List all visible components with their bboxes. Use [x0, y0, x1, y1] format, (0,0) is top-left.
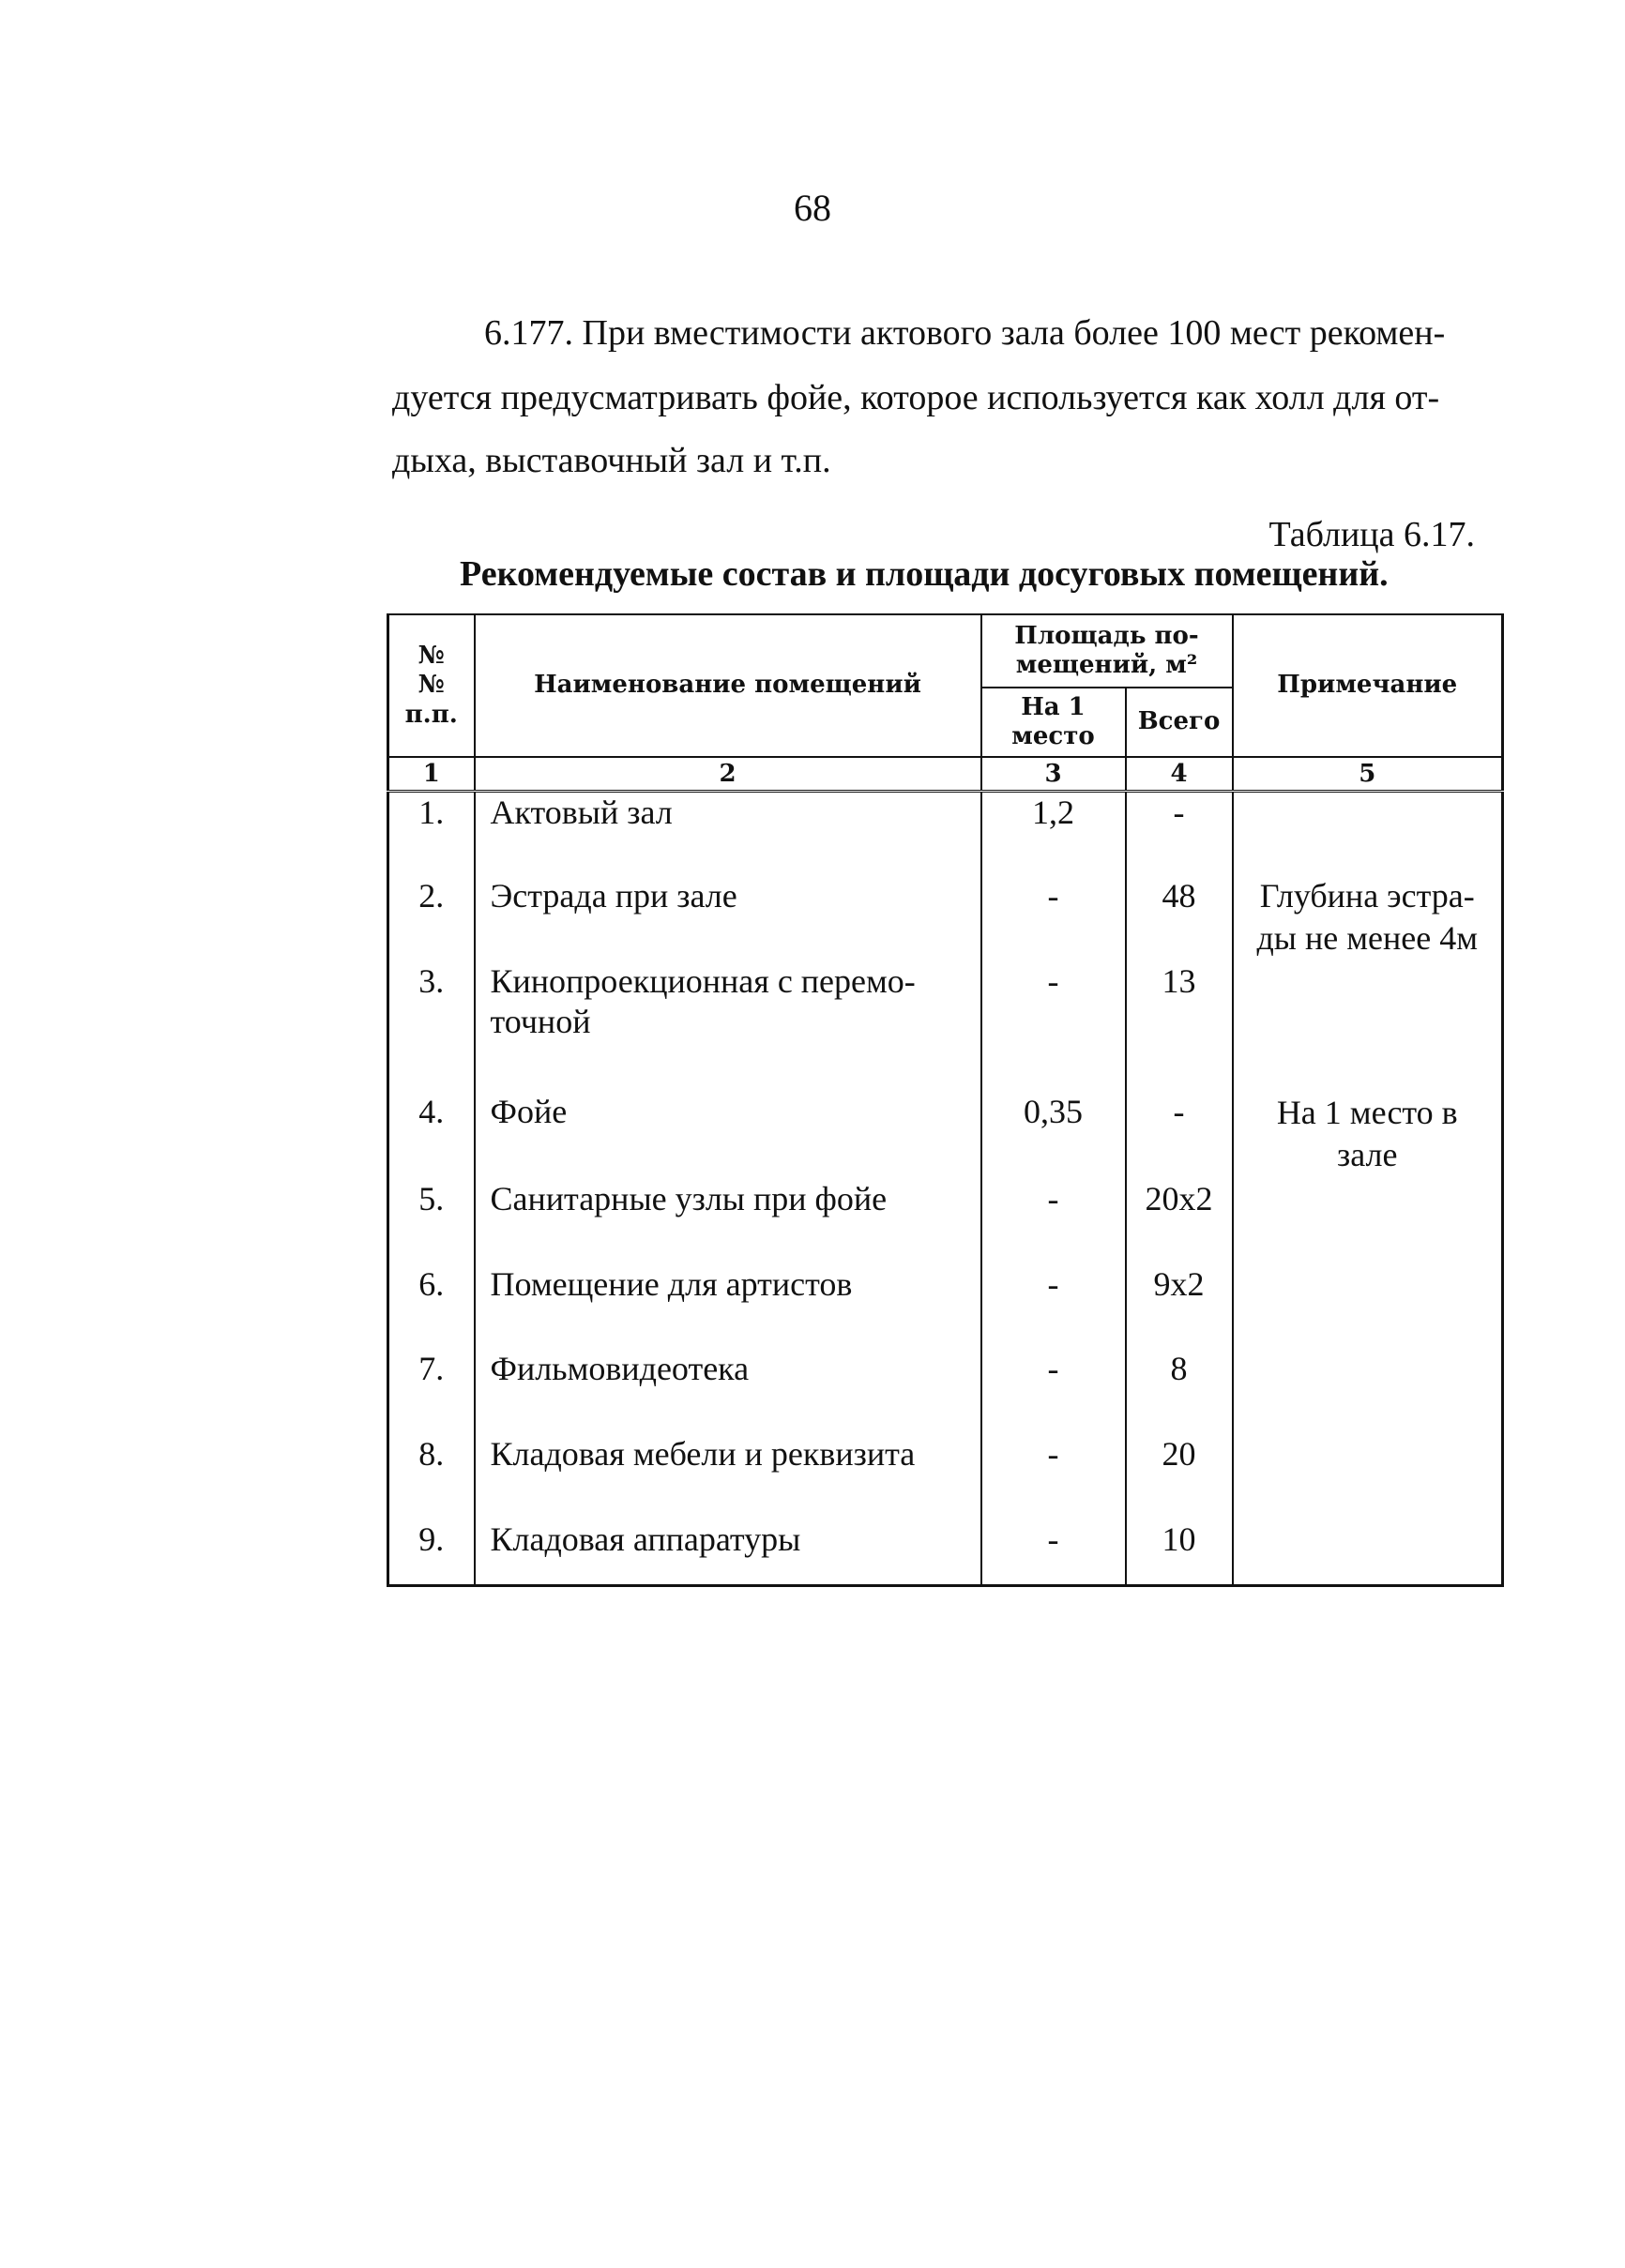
area-total: 8: [1126, 1349, 1233, 1434]
note-per-seat-hall: На 1 место в зале: [1276, 1093, 1458, 1173]
area-per-seat: -: [981, 961, 1126, 1091]
header-area: Площадь по- мещений, м²: [981, 614, 1233, 688]
header-total: Всего: [1126, 688, 1233, 757]
row-number: 6.: [388, 1264, 475, 1350]
note-stage-depth: Глубина эстра- ды не менее 4м: [1256, 877, 1478, 957]
room-name: Санитарные узлы при фойе: [475, 1179, 981, 1264]
area-per-seat: 1,2: [981, 792, 1126, 877]
row-number: 1.: [388, 792, 475, 877]
table-caption: Таблица 6.17.: [1268, 515, 1475, 554]
column-number-3: 3: [981, 757, 1126, 792]
paragraph-line-1: 6.177. При вместимости актового зала более 100 мест рекомен-: [484, 313, 1446, 353]
area-total: 48: [1126, 876, 1233, 961]
area-per-seat: -: [981, 1520, 1126, 1585]
paragraph-line-2: дуется предусматривать фойе, которое используется как холл для от-: [392, 378, 1440, 417]
area-total: 20: [1126, 1434, 1233, 1520]
area-total: 20х2: [1126, 1179, 1233, 1264]
area-per-seat: -: [981, 1434, 1126, 1520]
room-name: Актовый зал: [475, 792, 981, 877]
column-number-5: 5: [1233, 757, 1503, 792]
area-per-seat: -: [981, 1179, 1126, 1264]
header-room-name: Наименование помещений: [475, 614, 981, 757]
room-name: Фойе: [475, 1092, 981, 1179]
area-total: 10: [1126, 1520, 1233, 1585]
paragraph-line-3: дыха, выставочный зал и т.п.: [392, 441, 831, 480]
area-total: 13: [1126, 961, 1233, 1091]
area-total: -: [1126, 1092, 1233, 1179]
header-per-seat: На 1 место: [981, 688, 1126, 757]
column-number-2: 2: [475, 757, 981, 792]
room-name: Кладовая аппаратуры: [475, 1520, 981, 1585]
row-number: 8.: [388, 1434, 475, 1520]
row-number: 7.: [388, 1349, 475, 1434]
row-number: 2.: [388, 876, 475, 961]
table-row: [388, 1092, 1503, 1179]
table-title: Рекомендуемые состав и площади досуговых помещений.: [460, 554, 1389, 594]
note-cell: [1233, 792, 1503, 1092]
column-number-4: 4: [1126, 757, 1233, 792]
column-number-row: [388, 757, 1503, 792]
header-number: № № п.п.: [388, 614, 475, 757]
row-number: 5.: [388, 1179, 475, 1264]
room-name: Фильмовидеотека: [475, 1349, 981, 1434]
area-per-seat: -: [981, 1264, 1126, 1350]
area-per-seat: 0,35: [981, 1092, 1126, 1179]
row-number: 4.: [388, 1092, 475, 1179]
room-name: Кинопроекционная с перемо- точной: [475, 961, 981, 1091]
area-total: 9х2: [1126, 1264, 1233, 1350]
area-per-seat: -: [981, 876, 1126, 961]
row-number: 9.: [388, 1520, 475, 1585]
rooms-table: [387, 613, 1504, 1587]
room-name: Эстрада при зале: [475, 876, 981, 961]
header-note: Примечание: [1233, 614, 1503, 757]
row-number: 3.: [388, 961, 475, 1091]
table-row: [388, 792, 1503, 877]
area-per-seat: -: [981, 1349, 1126, 1434]
note-cell: [1233, 1092, 1503, 1586]
column-number-1: 1: [388, 757, 475, 792]
room-name: Помещение для артистов: [475, 1264, 981, 1350]
room-name: Кладовая мебели и реквизита: [475, 1434, 981, 1520]
area-total: -: [1126, 792, 1233, 877]
page-number: 68: [794, 187, 831, 229]
